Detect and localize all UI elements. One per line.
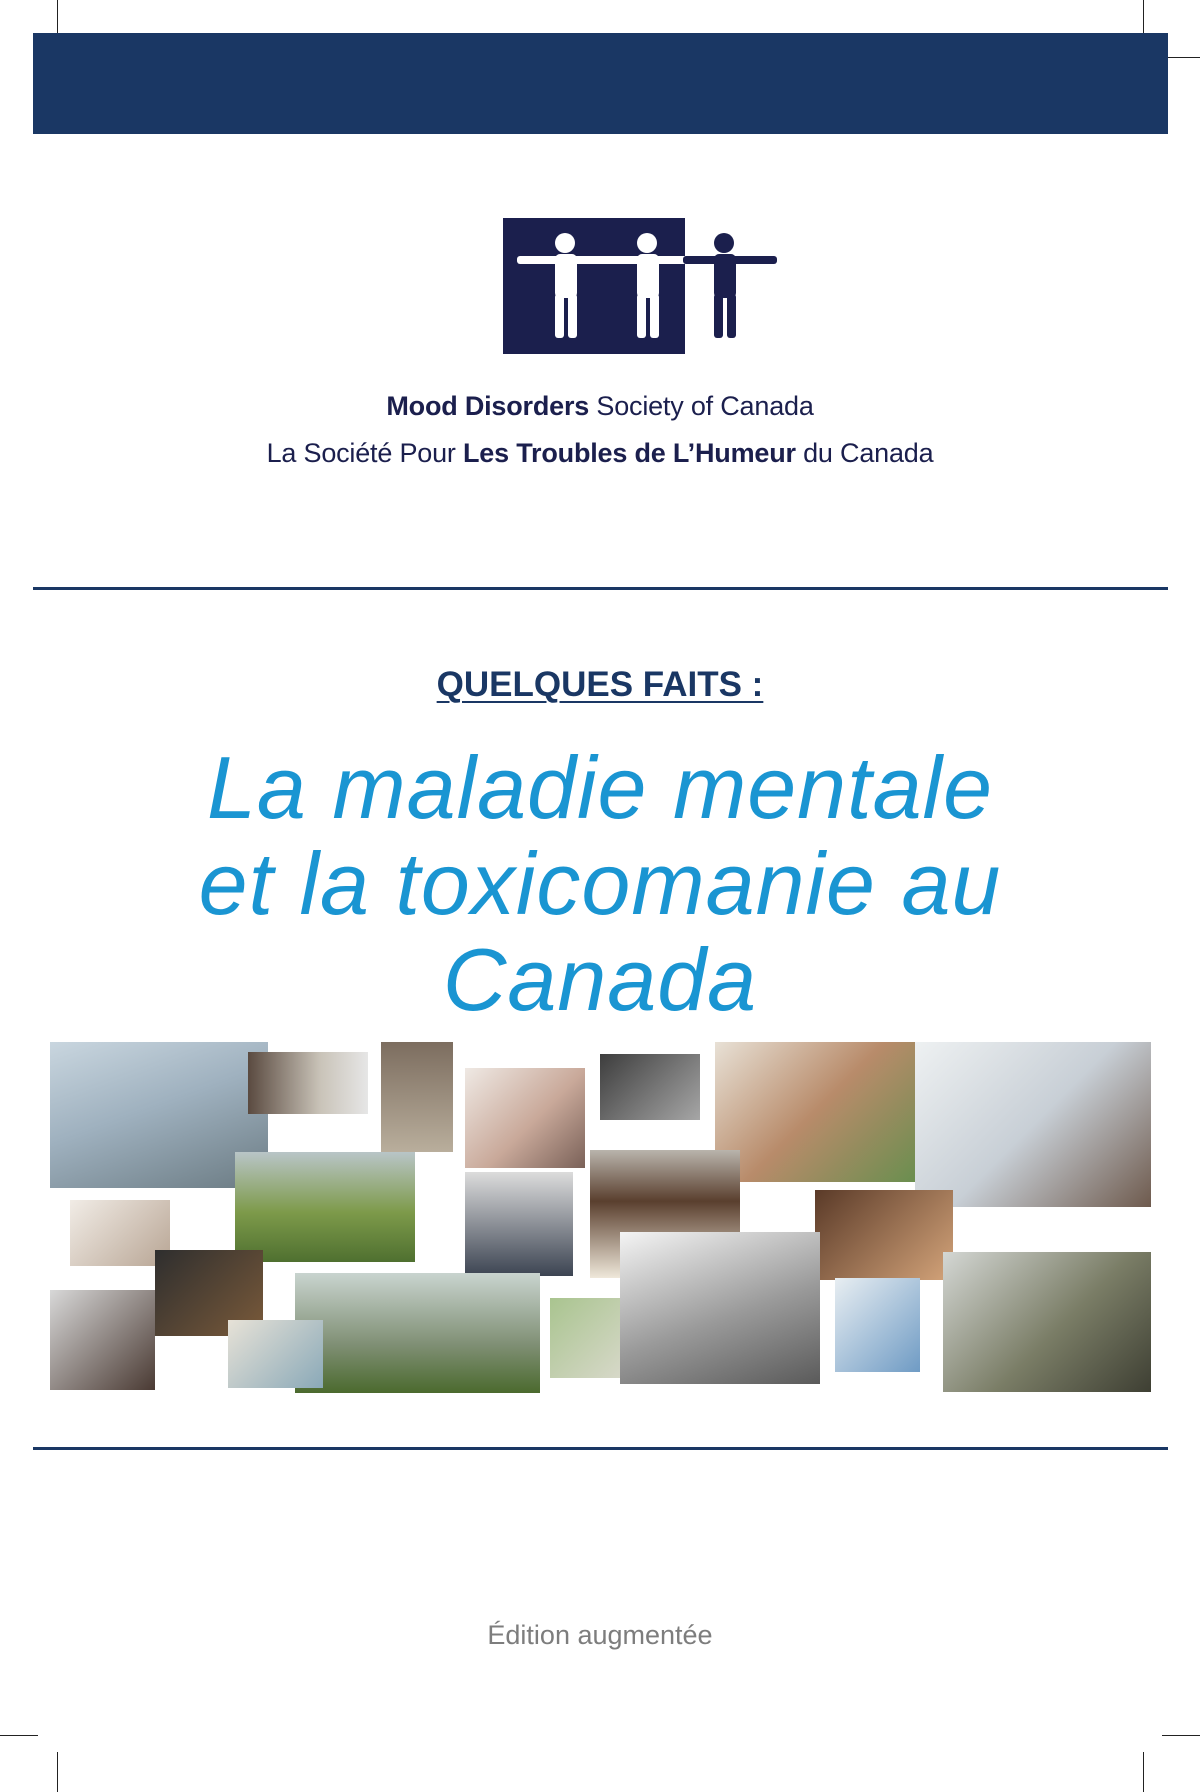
three-figures-icon bbox=[503, 218, 793, 354]
title-line: et la toxicomanie au bbox=[198, 834, 1002, 933]
photo-mother-baby bbox=[465, 1068, 585, 1168]
org-name-fr-post: du Canada bbox=[795, 438, 934, 468]
crop-mark bbox=[0, 1735, 38, 1736]
photo-couple-dog bbox=[235, 1152, 415, 1262]
header-band bbox=[33, 33, 1168, 134]
edition-label: Édition augmentée bbox=[487, 1620, 713, 1650]
org-name-en-rest: Society of Canada bbox=[589, 391, 814, 421]
photo-collage bbox=[50, 1040, 1150, 1395]
divider-bottom bbox=[33, 1447, 1168, 1450]
org-name-fr-bold: Les Troubles de L’Humeur bbox=[463, 438, 796, 468]
org-name-fr-pre: La Société Pour bbox=[266, 438, 464, 468]
divider-top bbox=[33, 587, 1168, 590]
photo-senior-man bbox=[915, 1042, 1151, 1207]
photo-woman-window bbox=[248, 1052, 368, 1114]
organization-name-fr bbox=[0, 438, 1200, 469]
photo-man-talking bbox=[381, 1042, 453, 1152]
photo-nurses bbox=[835, 1278, 920, 1372]
page-title bbox=[0, 740, 1200, 1028]
organization-name-en bbox=[0, 391, 1200, 422]
photo-couple-happy bbox=[295, 1273, 540, 1393]
photo-hands bbox=[815, 1190, 953, 1280]
title-line: La maladie mentale bbox=[206, 738, 994, 837]
kicker-heading: QUELQUES FAITS : bbox=[436, 665, 764, 704]
crop-mark bbox=[1143, 1752, 1144, 1792]
crop-mark bbox=[1162, 1735, 1200, 1736]
photo-man-stressed bbox=[465, 1172, 573, 1276]
org-name-en-bold: Mood Disorders bbox=[386, 391, 590, 421]
crop-mark bbox=[57, 1752, 58, 1792]
photo-woman-tree-bw bbox=[620, 1232, 820, 1384]
photo-woman-bw bbox=[600, 1054, 700, 1120]
photo-soldier bbox=[943, 1252, 1151, 1392]
photo-hospital bbox=[228, 1320, 323, 1388]
photo-father-son bbox=[715, 1042, 915, 1182]
photo-woman-sad bbox=[50, 1290, 155, 1390]
title-line: Canada bbox=[442, 930, 758, 1029]
